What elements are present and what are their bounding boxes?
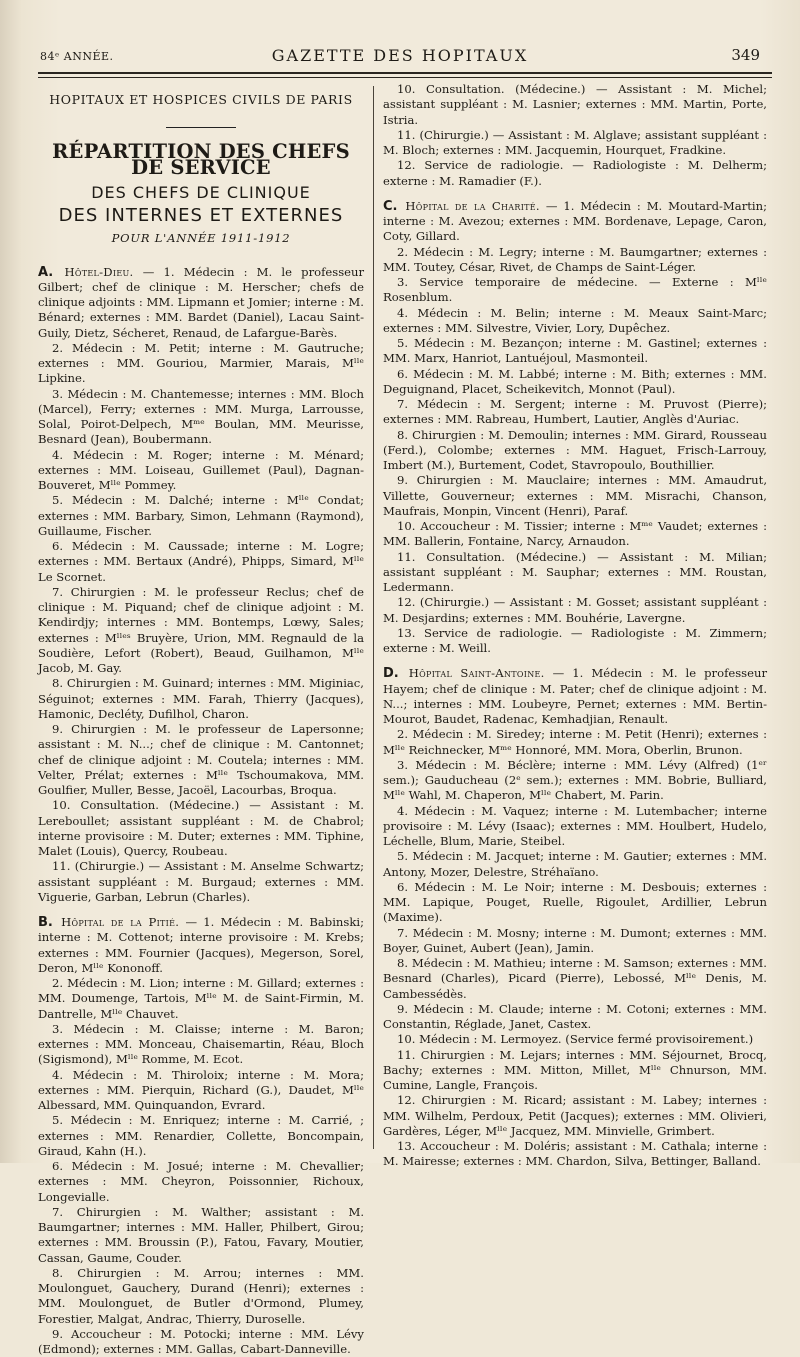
left-column [38,82,364,1153]
entry-text: 3. Médecin : M. Chantemesse; internes : MM. Bloch (Marcel), Ferry; externes : MM. Murga, Larrousse, Solal, Poirot-Delpech, Mᵐᵉ Boulan, MM. Meurisse, Besnard (Jean), Boubermann. [38,387,364,447]
service-entry [383,1032,767,1047]
entry-text: 3. Médecin : M. Claisse; interne : M. Baron; externes : MM. Monceau, Chaisemartin, Réau, Bloch (Sigismond), Mˡˡᵉ Romme, M. Ecot. [38,1022,364,1067]
hospital-name: Hôpital de la Charité. [405,199,540,213]
hospital-name: Hôpital de la Pitié. [61,915,179,929]
service-entry [383,1093,767,1139]
service-entry [38,341,364,387]
entry-text: 2. Médecin : M. Petit; interne : M. Gautruche; externes : MM. Gouriou, Marmier, Marais, Mˡˡᵉ Lipkine. [38,341,364,386]
service-entry [38,722,364,798]
entry-text: 7. Médecin : M. Mosny; interne : M. Dumont; externes : MM. Boyer, Guinet, Aubert (Jean), Jamin. [383,926,767,955]
page-number: 349 [731,46,760,64]
entry-text: 6. Médecin : M. Josué; interne : M. Chevallier; externes : MM. Cheyron, Poissonnier, Richoux, Longevialle. [38,1159,364,1204]
entry-text: 2. Médecin : M. Siredey; interne : M. Petit (Henri); externes : Mˡˡᵉ Reichnecker, Mᵐᵉ Honnoré, MM. Mora, Oberlin, Brunon. [383,727,767,756]
service-entry [383,880,767,926]
entry-text: — 1. Médecin : M. Moutard-Martin; interne : M. Avezou; externes : MM. Bordenave, Lepage, Caron, Coty, Gillard. [383,199,767,244]
entry-text: — 1. Médecin : M. le professeur Hayem; chef de clinique : M. Pater; chef de clinique adjoint : M. N...; internes : MM. Loubeyre, Pernet; externes : MM. Bertin-Mourot, Baudet, Radenac, Kemhadjian, Renault. [383,666,767,726]
service-entry [383,158,767,189]
section-opening-paragraph [38,265,364,341]
entry-text: 12. Chirurgien : M. Ricard; assistant : M. Labey; internes : MM. Wilhelm, Perdoux, Petit (Jacques); externes : MM. Olivieri, Gardères, Léger, Mˡˡᵉ Jacquez, MM. Minvielle, Grimbert. [383,1093,767,1138]
entry-text: 2. Médecin : M. Legry; interne : M. Baumgartner; externes : MM. Toutey, César, Rivet, de Champs de Saint-Léger. [383,245,767,274]
entry-text: 9. Chirurgien : M. le professeur de Lapersonne; assistant : M. N...; chef de clinique : M. Cantonnet; chef de clinique adjoint : M. Coutela; internes : MM. Velter, Prélat; externes : Mˡˡᵉ Tschoumakova, MM. Goulfier, Muller, Besse, Jacoël, Lacourbas, Broqua. [38,722,364,797]
service-entry [383,336,767,367]
service-entry [38,1068,364,1114]
hospital-name: Hôpital Saint-Antoine. [409,666,545,680]
service-entry [38,1205,364,1266]
service-entry [38,1266,364,1327]
entry-text: 8. Chirurgien : M. Guinard; internes : MM. Miginiac, Séguinot; externes : MM. Farah, Thierry (Jacques), Hamonic, Decléty, Dufilhol, Charon. [38,676,364,721]
entry-text: 6. Médecin : M. Le Noir; interne : M. Desbouis; externes : MM. Lapique, Pouget, Ruelle, Rigoulet, Ardillier, Lebrun (Maxime). [383,880,767,925]
service-entry [38,493,364,539]
entry-text: 6. Médecin : M. Caussade; interne : M. Logre; externes : MM. Bertaux (André), Phipps, Simard, Mˡˡᵉ Le Scornet. [38,539,364,584]
service-entry [383,128,767,159]
entry-text: 4. Médecin : M. Thiroloix; interne : M. Mora; externes : MM. Pierquin, Richard (G.), Daudet, Mˡˡᵉ Albessard, MM. Quinquandon, Evrard. [38,1068,364,1113]
entry-text: 8. Médecin : M. Mathieu; interne : M. Samson; externes : MM. Besnard (Charles), Picard (Pierre), Lebossé, Mˡˡᵉ Denis, M. Cambessédès. [383,956,767,1001]
organization-heading: HOPITAUX ET HOSPICES CIVILS DE PARIS [38,92,364,107]
entry-text: 11. Chirurgien : M. Lejars; internes : MM. Séjournet, Brocq, Bachy; externes : MM. Mitton, Millet, Mˡˡᵉ Chnurson, MM. Cumine, Langle, François. [383,1048,767,1093]
entry-text: 7. Médecin : M. Sergent; interne : M. Pruvost (Pierre); externes : MM. Rabreau, Humbert, Lautier, Anglès d'Auriac. [383,397,767,426]
service-entry [38,448,364,494]
entry-text: 13. Service de radiologie. — Radiologiste : M. Zimmern; externe : M. Weill. [383,626,767,655]
service-entry [38,1113,364,1159]
entry-text: 11. Consultation. (Médecine.) — Assistant : M. Milian; assistant suppléant : M. Sauphar; externes : MM. Roustan, Ledermann. [383,550,767,595]
entry-text: — 1. Médecin : M. le professeur Gilbert; chef de clinique : M. Herscher; chefs de clinique adjoints : MM. Lipmann et Jomier; interne : M. Bénard; externes : MM. Bardet (Daniel), Lacau Saint-Guily, Dietz, Sécheret, Renaud, de Lafargue-Barès. [38,265,364,340]
left-sections [38,265,364,1357]
article-title-line-3: DES INTERNES ET EXTERNES [38,208,364,223]
service-entry [383,804,767,850]
entry-text: 13. Accoucheur : M. Doléris; assistant : M. Cathala; interne : M. Mairesse; externes : MM. Chardon, Silva, Bettinger, Balland. [383,1139,767,1168]
entry-text: 10. Médecin : M. Lermoyez. (Service fermé provisoirement.) [397,1032,753,1046]
service-entry [38,1159,364,1205]
service-entry [38,1022,364,1068]
entry-text: 12. (Chirurgie.) — Assistant : M. Gosset; assistant suppléant : M. Desjardins; externes : MM. Bouhérie, Lavergne. [383,595,767,624]
service-entry [383,519,767,550]
entry-text: 4. Médecin : M. Roger; interne : M. Ménard; externes : MM. Loiseau, Guillemet (Paul), Dagnan-Bouveret, Mˡˡᵉ Pommey. [38,448,364,493]
service-entry [38,1327,364,1357]
section-opening-paragraph [383,199,767,245]
entry-text: 4. Médecin : M. Belin; interne : M. Meaux Saint-Marc; externes : MM. Silvestre, Vivier, Lory, Dupêchez. [383,306,767,335]
section-opening-paragraph [383,666,767,727]
entry-text: 8. Chirurgien : M. Arrou; internes : MM. Moulonguet, Gauchery, Durand (Henri); externes : MM. Moulonguet, de Butler d'Ormond, Plumey, Forestier, Malgat, Andrac, Thierry, Duroselle. [38,1266,364,1326]
entry-text: 10. Consultation. (Médecine.) — Assistant : M. Michel; assistant suppléant : M. Lasnier; externes : MM. Martin, Porte, Istria. [383,82,767,127]
entry-text: 10. Consultation. (Médecine.) — Assistant : M. Lereboullet; assistant suppléant : M. de Chabrol; interne provisoire : M. Duter; externes : MM. Tiphine, Malet (Louis), Quercy, Roubeau. [38,798,364,858]
service-entry [383,1139,767,1170]
service-entry [383,82,767,128]
service-entry [383,367,767,398]
entry-text: 9. Chirurgien : M. Mauclaire; internes : MM. Amaudrut, Villette, Gouverneur; externes : MM. Misrachi, Chanson, Maufrais, Monpin, Vincent (Henri), Paraf. [383,473,767,518]
article-title-line-2: DES CHEFS DE CLINIQUE [38,185,364,200]
service-entry [383,473,767,519]
entry-text: 5. Médecin : M. Dalché; interne : Mˡˡᵉ Condat; externes : MM. Barbary, Simon, Lehmann (Raymond), Guillaume, Fischer. [38,493,364,538]
service-entry [383,245,767,276]
section-letter: A. [38,265,53,280]
service-entry [383,849,767,880]
right-column [383,82,767,1153]
section-letter: C. [383,199,397,214]
hospital-section [38,265,364,906]
entry-text: 6. Médecin : M. M. Labbé; interne : M. Bith; externes : MM. Deguignand, Placet, Scheikevitch, Monnot (Paul). [383,367,767,396]
service-entry [383,1048,767,1094]
entry-text: 9. Accoucheur : M. Potocki; interne : MM. Lévy (Edmond); externes : MM. Gallas, Cabart-Danneville. [38,1327,364,1356]
column-divider [373,86,374,1149]
entry-text: 2. Médecin : M. Lion; interne : M. Gillard; externes : MM. Doumenge, Tartois, Mˡˡᵉ M. de Saint-Firmin, M. Dantrelle, Mˡˡᵉ Chauvet. [38,976,364,1021]
section-opening-paragraph [38,915,364,976]
entry-text: 8. Chirurgien : M. Demoulin; internes : MM. Girard, Rousseau (Ferd.), Colombe; externes : MM. Haguet, Frisch-Larrouy, Imbert (M.), Burtement, Codet, Stavropoulo, Bouthillier. [383,428,767,473]
service-entry [38,976,364,1022]
service-entry [383,397,767,428]
volume-year: 84ᵉ ANNÉE. [40,50,114,63]
hospital-section [383,199,767,657]
entry-text: 5. Médecin : M. Enriquez; interne : M. Carrié, ; externes : MM. Renardier, Collette, Boncompain, Giraud, Kahn (H.). [38,1113,364,1158]
service-entry [383,306,767,337]
entry-text: 9. Médecin : M. Claude; interne : M. Cotoni; externes : MM. Constantin, Réglade, Janet, Castex. [383,1002,767,1031]
service-entry [38,585,364,677]
hospital-section [38,915,364,1357]
service-entry [383,550,767,596]
service-entry [38,859,364,905]
service-entry [383,275,767,306]
entry-text: 4. Médecin : M. Vaquez; interne : M. Lutembacher; interne provisoire : M. Lévy (Isaac); externes : MM. Houlbert, Hudelo, Léchelle, Blum, Marie, Steibel. [383,804,767,849]
header-rule-thick [38,72,772,74]
short-rule [166,127,236,128]
entry-text: 3. Médecin : M. Béclère; interne : MM. Lévy (Alfred) (1ᵉʳ sem.); Gauducheau (2ᵉ sem.); externes : MM. Bobrie, Bulliard, Mˡˡᵉ Wahl, M. Chaperon, Mˡˡᵉ Chabert, M. Parin. [383,758,767,803]
hospital-name: Hôtel-Dieu. [64,265,133,279]
publication-title: GAZETTE DES HOPITAUX [40,46,760,65]
service-entry [383,595,767,626]
article-subtitle: POUR L'ANNÉE 1911-1912 [38,231,364,246]
entry-text: 7. Chirurgien : M. le professeur Reclus; chef de clinique : M. Piquand; chef de clinique adjoint : M. Kendirdjy; internes : MM. Bontemps, Lœwy, Sales; externes : Mˡˡᵉˢ Bruyère, Urion, MM. Regnauld de la Soudière, Lefort (Robert), Beaud, Guilhamon, Mˡˡᵉ Jacob, M. Gay. [38,585,364,675]
right-sections [383,82,767,1170]
header-rule-thin [38,77,772,78]
service-entry [383,926,767,957]
section-letter: D. [383,666,399,681]
entry-text: 11. (Chirurgie.) — Assistant : M. Alglave; assistant suppléant : M. Bloch; externes : MM. Jacquemin, Hourquet, Fradkine. [383,128,767,157]
service-entry [383,1002,767,1033]
hospital-section [383,82,767,189]
entry-text: 10. Accoucheur : M. Tissier; interne : Mᵐᵉ Vaudet; externes : MM. Ballerin, Fontaine, Narcy, Arnaudon. [383,519,767,548]
entry-text: 12. Service de radiologie. — Radiologiste : M. Delherm; externe : M. Ramadier (F.). [383,158,767,187]
service-entry [383,727,767,758]
entry-text: — 1. Médecin : M. Babinski; interne : M. Cottenot; interne provisoire : M. Krebs; externes : MM. Fournier (Jacques), Megerson, Sorel, Deron, Mˡˡᵉ Kononoff. [38,915,364,975]
service-entry [38,387,364,448]
service-entry [383,956,767,1002]
service-entry [38,676,364,722]
entry-text: 5. Médecin : M. Bezançon; interne : M. Gastinel; externes : MM. Marx, Hanriot, Lantuéjoul, Masmonteil. [383,336,767,365]
service-entry [383,428,767,474]
article-title: RÉPARTITION DES CHEFS DE SERVICE [38,144,364,175]
entry-text: 11. (Chirurgie.) — Assistant : M. Anselme Schwartz; assistant suppléant : M. Burgaud; externes : MM. Viguerie, Garban, Lebrun (Charles). [38,859,364,904]
entry-text: 7. Chirurgien : M. Walther; assistant : M. Baumgartner; internes : MM. Haller, Philbert, Girou; externes : MM. Broussin (P.), Fatou, Favary, Moutier, Cassan, Gaume, Couder. [38,1205,364,1265]
service-entry [38,539,364,585]
section-letter: B. [38,915,53,930]
hospital-section [383,666,767,1169]
service-entry [383,758,767,804]
entry-text: 3. Service temporaire de médecine. — Externe : Mˡˡᵉ Rosenblum. [383,275,767,304]
entry-text: 5. Médecin : M. Jacquet; interne : M. Gautier; externes : MM. Antony, Mozer, Delestre, Stréhaïano. [383,849,767,878]
service-entry [38,798,364,859]
running-head [40,44,760,68]
service-entry [383,626,767,657]
